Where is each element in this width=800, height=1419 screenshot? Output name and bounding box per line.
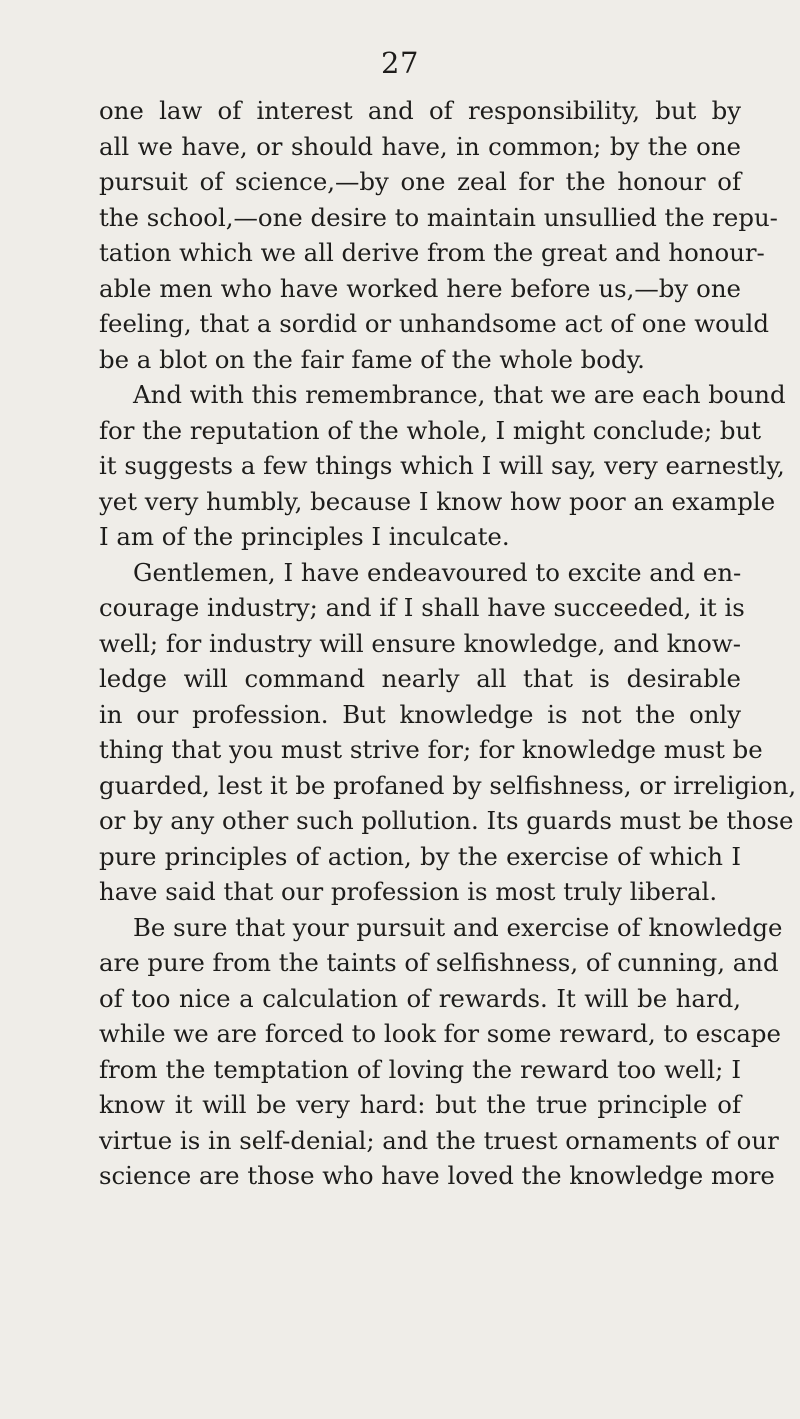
text-line: pure principles of action, by the exercise of which I xyxy=(99,841,741,871)
text-line: Be sure that your pursuit and exercise of knowledge xyxy=(133,912,783,942)
text-line: virtue is in self-denial; and the truest ornaments of our xyxy=(99,1125,779,1155)
text-line: And with this remembrance, that we are each bound xyxy=(133,380,786,409)
text-line: in our profession. But knowledge is not the only xyxy=(99,699,741,729)
text-line: it suggests a few things which I will say, very earnestly, xyxy=(99,451,785,480)
text-line: have said that our profession is most truly liberal. xyxy=(99,877,718,906)
page-number: 27 xyxy=(381,46,419,80)
text-line: Gentlemen, I have endeavoured to excite and en- xyxy=(133,557,742,587)
text-line: or by any other such pollution. Its guards must be those xyxy=(99,806,794,835)
text-line: feeling, that a sordid or unhandsome act of one would xyxy=(99,309,769,338)
text-line: pursuit of science,—by one zeal for the honour of xyxy=(99,167,741,196)
text-line: one law of interest and of responsibility, but by xyxy=(99,96,741,125)
text-line: courage industry; and if I shall have succeeded, it is xyxy=(99,593,745,622)
text-line: well; for industry will ensure knowledge, and know- xyxy=(99,628,741,658)
text-line: guarded, lest it be profaned by selfishness, or irreligion, xyxy=(99,770,797,800)
text-line: tation which we all derive from the great and honour- xyxy=(99,238,765,267)
text-line: the school,—one desire to maintain unsullied the repu- xyxy=(99,202,778,232)
text-line: science are those who have loved the knowledge more xyxy=(99,1161,775,1190)
text-line: I am of the principles I inculcate. xyxy=(99,522,510,551)
text-line: be a blot on the fair fame of the whole body. xyxy=(99,344,645,374)
text-line: while we are forced to look for some reward, to escape xyxy=(99,1019,781,1048)
text-line: for the reputation of the whole, I might conclude; but xyxy=(99,415,762,445)
text-line: ledge will command nearly all that is desirable xyxy=(99,664,741,693)
text-line: able men who have worked here before us,—by one xyxy=(99,273,741,303)
text-line: from the temptation of loving the reward too well; I xyxy=(99,1054,741,1084)
text-line: thing that you must strive for; for knowledge must be xyxy=(99,735,763,764)
text-line: are pure from the taints of selfishness, of cunning, and xyxy=(99,948,779,977)
text-line: yet very humbly, because I know how poor an example xyxy=(99,486,776,516)
body-text xyxy=(99,93,797,1194)
text-line: know it will be very hard: but the true principle of xyxy=(99,1090,741,1119)
text-line: all we have, or should have, in common; by the one xyxy=(99,131,741,161)
text-line: of too nice a calculation of rewards. It will be hard, xyxy=(99,983,741,1013)
